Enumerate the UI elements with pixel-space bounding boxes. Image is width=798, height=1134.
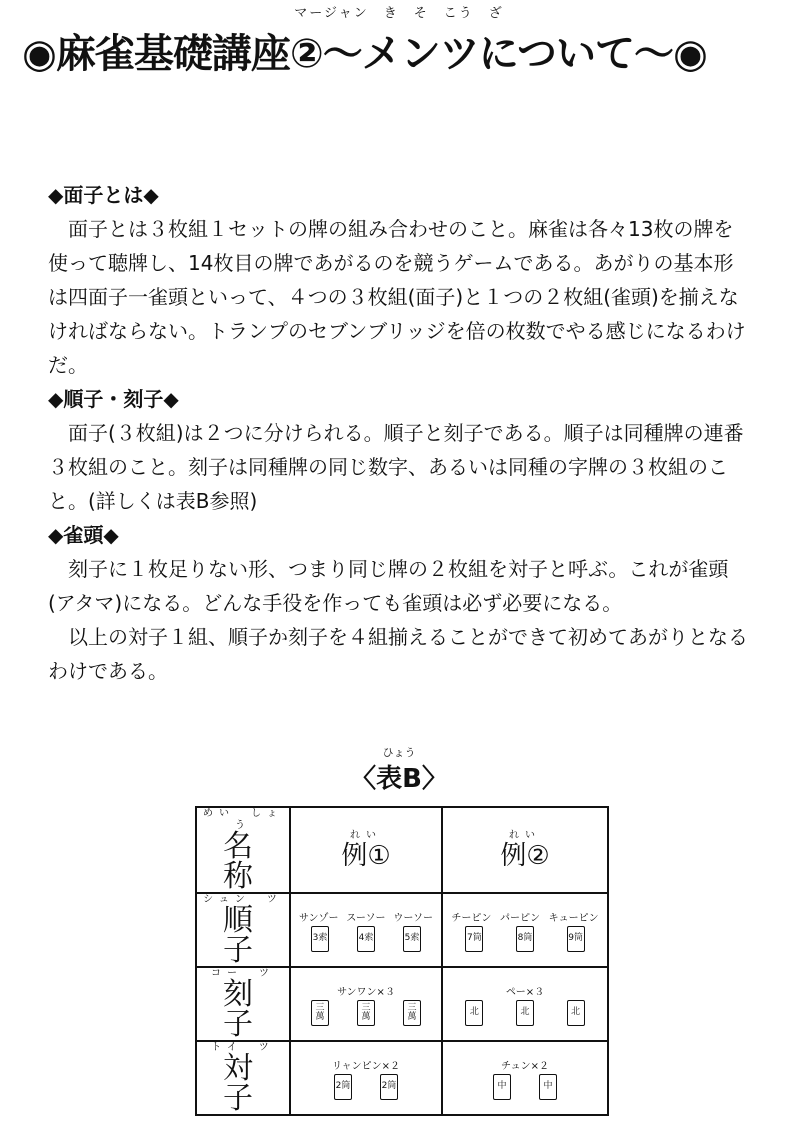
mahjong-tile-icon: 4索 xyxy=(357,926,375,952)
header-ex1-ruby: れい xyxy=(350,830,382,841)
tile-label: チュン×２ xyxy=(500,1060,550,1072)
row-ex1-cell xyxy=(290,967,442,1041)
mahjong-tile-icon: 8筒 xyxy=(516,926,534,952)
table-row xyxy=(196,1041,608,1115)
article-body xyxy=(48,178,748,688)
mahjong-tile-icon: 中 xyxy=(539,1074,557,1100)
mahjong-tile-icon: 北 xyxy=(516,1000,534,1026)
section-paragraph: 面子(３枚組)は２つに分けられる。順子と刻子である。順子は同種牌の連番３枚組のこと。刻子は同種牌の同じ数字、あるいは同種の字牌の３枚組のこと。(詳しくは表B参照) xyxy=(48,421,744,513)
header-name: 名 称 xyxy=(223,829,303,894)
row-name: 刻 子 xyxy=(223,977,303,1042)
tile-label: チーピン xyxy=(451,912,492,924)
header-ex2-cell xyxy=(442,807,608,893)
mahjong-tile-icon: 2筒 xyxy=(334,1074,352,1100)
tile-label: リャンピン×２ xyxy=(331,1060,401,1072)
mahjong-table xyxy=(195,806,609,1116)
tile-label: サンゾー xyxy=(298,912,339,924)
header-name-cell xyxy=(196,807,303,894)
header-ex1-cell xyxy=(290,807,442,893)
section-heading: ◆雀頭◆ xyxy=(48,523,119,547)
section-menzu xyxy=(48,178,748,382)
page-title: ◉麻雀基礎講座②～メンツについて～◉ xyxy=(22,31,707,77)
row-name: 対 子 xyxy=(223,1051,303,1116)
mahjong-tile-icon: 5索 xyxy=(403,926,421,952)
row-ex2-cell xyxy=(442,893,608,967)
mahjong-tile-icon: 三萬 xyxy=(357,1000,375,1026)
row-ex1-cell xyxy=(290,1041,442,1115)
mahjong-tile-icon: 三萬 xyxy=(311,1000,329,1026)
row-name-ruby: トイ ツ xyxy=(211,1042,275,1053)
section-paragraph: 以上の対子１組、順子か刻子を４組揃えることができて初めてあがりとなるわけである。 xyxy=(48,625,748,683)
header-ex1: 例① xyxy=(341,841,391,871)
row-name-cell xyxy=(196,1041,303,1116)
section-jantou xyxy=(48,518,748,688)
tile-label: ペー×３ xyxy=(505,986,545,998)
table-caption-ruby: ひょう xyxy=(382,746,416,759)
row-name-ruby: シュン ツ xyxy=(203,894,283,905)
mahjong-tile-icon: 3索 xyxy=(311,926,329,952)
mahjong-tile-icon: 7筒 xyxy=(465,926,483,952)
table-header-row xyxy=(196,807,608,893)
tile-label: サンワン×３ xyxy=(337,986,395,998)
row-name-cell xyxy=(196,893,303,968)
tile-label: パーピン xyxy=(500,912,540,924)
row-name-cell xyxy=(196,967,303,1042)
tile-label: スーソー xyxy=(346,912,386,924)
section-heading: ◆面子とは◆ xyxy=(48,183,159,207)
row-name-ruby: コー ツ xyxy=(211,968,275,979)
header-ex2: 例② xyxy=(500,841,550,871)
mahjong-tile-icon: 北 xyxy=(465,1000,483,1026)
section-paragraph: 面子とは３枚組１セットの牌の組み合わせのこと。麻雀は各々13枚の牌を使って聴牌し、14枚目の牌であがるのを競うゲームである。あがりの基本形は四面子一雀頭といって、４つの３枚組(面子)と１つの２枚組(雀頭)を揃えなければならない。トランプのセブンブリッジを倍の枚数でやる感じになるわけだ。 xyxy=(48,217,746,377)
mahjong-tile-icon: 中 xyxy=(493,1074,511,1100)
row-ex2-cell xyxy=(442,967,608,1041)
table-caption: 〈表B〉 xyxy=(350,764,448,794)
row-ex1-cell xyxy=(290,893,442,967)
title-ruby: マージャン き そ こう ざ xyxy=(294,6,504,21)
row-name: 順 子 xyxy=(223,903,303,968)
header-ex2-ruby: れい xyxy=(509,830,541,841)
header-name-ruby: めい しょう xyxy=(203,808,283,831)
section-shuntsu-kotsu xyxy=(48,382,748,518)
table-row xyxy=(196,893,608,967)
row-ex2-cell xyxy=(442,1041,608,1115)
section-paragraph: 刻子に１枚足りない形、つまり同じ牌の２枚組を対子と呼ぶ。これが雀頭(アタマ)になる。どんな手役を作っても雀頭は必ず必要になる。 xyxy=(48,557,729,615)
tile-label: キューピン xyxy=(548,912,599,924)
mahjong-tile-icon: 三萬 xyxy=(403,1000,421,1026)
section-heading: ◆順子・刻子◆ xyxy=(48,387,179,411)
mahjong-tile-icon: 2筒 xyxy=(380,1074,398,1100)
mahjong-tile-icon: 北 xyxy=(567,1000,585,1026)
table-row xyxy=(196,967,608,1041)
tile-label: ウーソー xyxy=(393,912,434,924)
mahjong-tile-icon: 9筒 xyxy=(567,926,585,952)
